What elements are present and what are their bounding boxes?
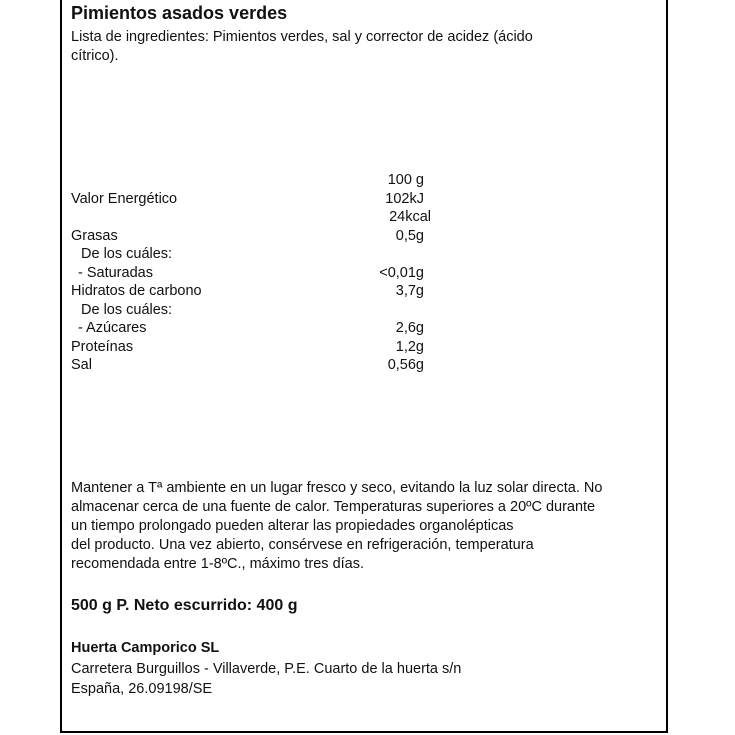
nutrition-label: Proteínas [71,338,134,355]
nutrition-row-carbs-of-which [71,301,431,320]
company-address-line-2: España, 26.09198/SE [71,681,213,697]
nutrition-label: Hidratos de carbono [71,283,202,299]
nutrition-per-header: 100 g [387,172,424,188]
nutrition-value: 1,2g [395,338,424,355]
nutrition-label: Sal [71,357,92,373]
nutrition-value: 102kJ [385,190,424,207]
nutrition-label: - Azúcares [78,320,147,336]
nutrition-row-energy-kj [71,190,431,209]
storage-line: del producto. Una vez abierto, consérvese en refrigeración, temperatura [71,537,534,553]
storage-line: Mantener a Tª ambiente en un lugar fresco y seco, evitando la luz solar directa. No [71,480,603,496]
company-name: Huerta Camporico SL [71,640,220,656]
nutrition-label: De los cuáles: [81,301,173,318]
nutrition-header-row [71,171,431,190]
product-title: Pimientos asados verdes [71,3,288,23]
company-address-line-1: Carretera Burguillos - Villaverde, P.E. Cuarto de la huerta s/n [71,661,462,677]
nutrition-value: 0,56g [387,357,424,373]
nutrition-value: 2,6g [395,320,424,336]
nutrition-row-salt [71,356,431,375]
nutrition-value: <0,01g [379,264,424,281]
nutrition-row-protein [71,338,431,357]
nutrition-row-energy-kcal [71,208,431,227]
net-weight: 500 g P. Neto escurrido: 400 g [71,597,298,614]
nutrition-row-sugars [71,319,431,338]
nutrition-row-fat-of-which [71,245,431,264]
nutrition-row-fat [71,227,431,246]
ingredients-line-2: cítrico). [71,48,119,64]
nutrition-row-saturated [71,264,431,283]
nutrition-label: Valor Energético [71,190,178,207]
nutrition-label: - Saturadas [78,264,153,281]
nutrition-value: 0,5g [395,227,424,244]
nutrition-label: Grasas [71,227,118,244]
nutrition-value: 3,7g [395,283,424,299]
nutrition-value: 24kcal [389,209,431,225]
nutrition-row-carbohydrates [71,282,431,301]
ingredients-line-1: Lista de ingredientes: Pimientos verdes, sal y corrector de acidez (ácido [71,29,533,45]
storage-line: recomendada entre 1-8ºC., máximo tres días. [71,556,365,572]
storage-line: un tiempo prolongado pueden alterar las propiedades organolépticas [71,518,514,534]
storage-line: almacenar cerca de una fuente de calor. Temperaturas superiores a 20ºC durante [71,499,596,515]
nutrition-label: De los cuáles: [81,246,173,262]
